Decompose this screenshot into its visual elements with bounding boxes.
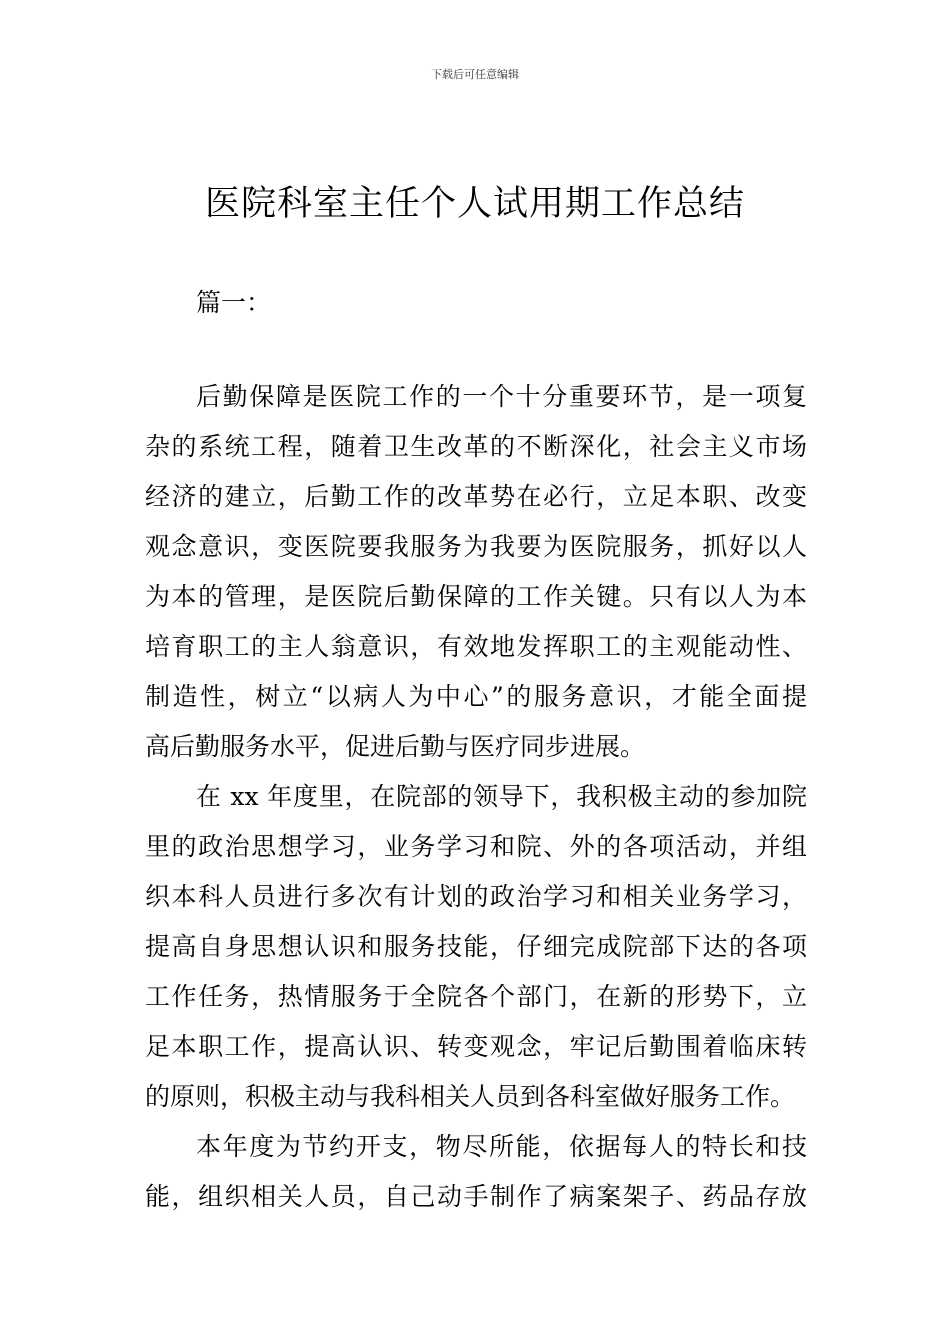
- paragraph-1-line-2: 杂的系统工程，随着卫生改革的不断深化，社会主义市场: [145, 432, 807, 461]
- paragraph-2-line-4: 提高自身思想认识和服务技能，仔细完成院部下达的各项: [145, 932, 807, 961]
- paragraph-3-line-2: 能，组织相关人员，自己动手制作了病案架子、药品存放: [145, 1182, 807, 1211]
- paragraph-1-line-3: 经济的建立，后勤工作的改革势在必行，立足本职、改变: [145, 482, 807, 511]
- paragraph-1-line-8: 高后勤服务水平，促进后勤与医疗同步进展。: [145, 732, 646, 761]
- page-title: 医院科室主任个人试用期工作总结: [204, 184, 745, 224]
- paragraph-1-line-5: 为本的管理，是医院后勤保障的工作关键。只有以人为本: [145, 582, 807, 611]
- paragraph-1-line-4: 观念意识，变医院要我服务为我要为医院服务，抓好以人: [145, 532, 807, 561]
- paragraph-2-line-6: 足本职工作，提高认识、转变观念，牢记后勤围着临床转: [145, 1032, 807, 1061]
- paragraph-2-line-2: 里的政治思想学习，业务学习和院、外的各项活动，并组: [145, 832, 807, 861]
- header-note: 下载后可任意编辑: [431, 68, 519, 81]
- section-label: 篇一：: [196, 288, 272, 317]
- paragraph-2-line-7: 的原则，积极主动与我科相关人员到各科室做好服务工作。: [145, 1082, 796, 1111]
- paragraph-2-line-3: 织本科人员进行多次有计划的政治学习和相关业务学习，: [145, 882, 807, 911]
- paragraph-2-line-5: 工作任务，热情服务于全院各个部门，在新的形势下，立: [145, 982, 807, 1011]
- paragraph-1-line-1: 后勤保障是医院工作的一个十分重要环节，是一项复: [196, 382, 807, 411]
- paragraph-3-line-1: 本年度为节约开支，物尽所能，依据每人的特长和技: [196, 1132, 807, 1161]
- paragraph-1-line-6: 培育职工的主人翁意识，有效地发挥职工的主观能动性、: [145, 632, 807, 661]
- paragraph-1-line-7: 制造性，树立“以病人为中心”的服务意识，才能全面提: [145, 682, 807, 711]
- paragraph-2-line-1: 在 xx 年度里，在院部的领导下，我积极主动的参加院: [196, 782, 807, 811]
